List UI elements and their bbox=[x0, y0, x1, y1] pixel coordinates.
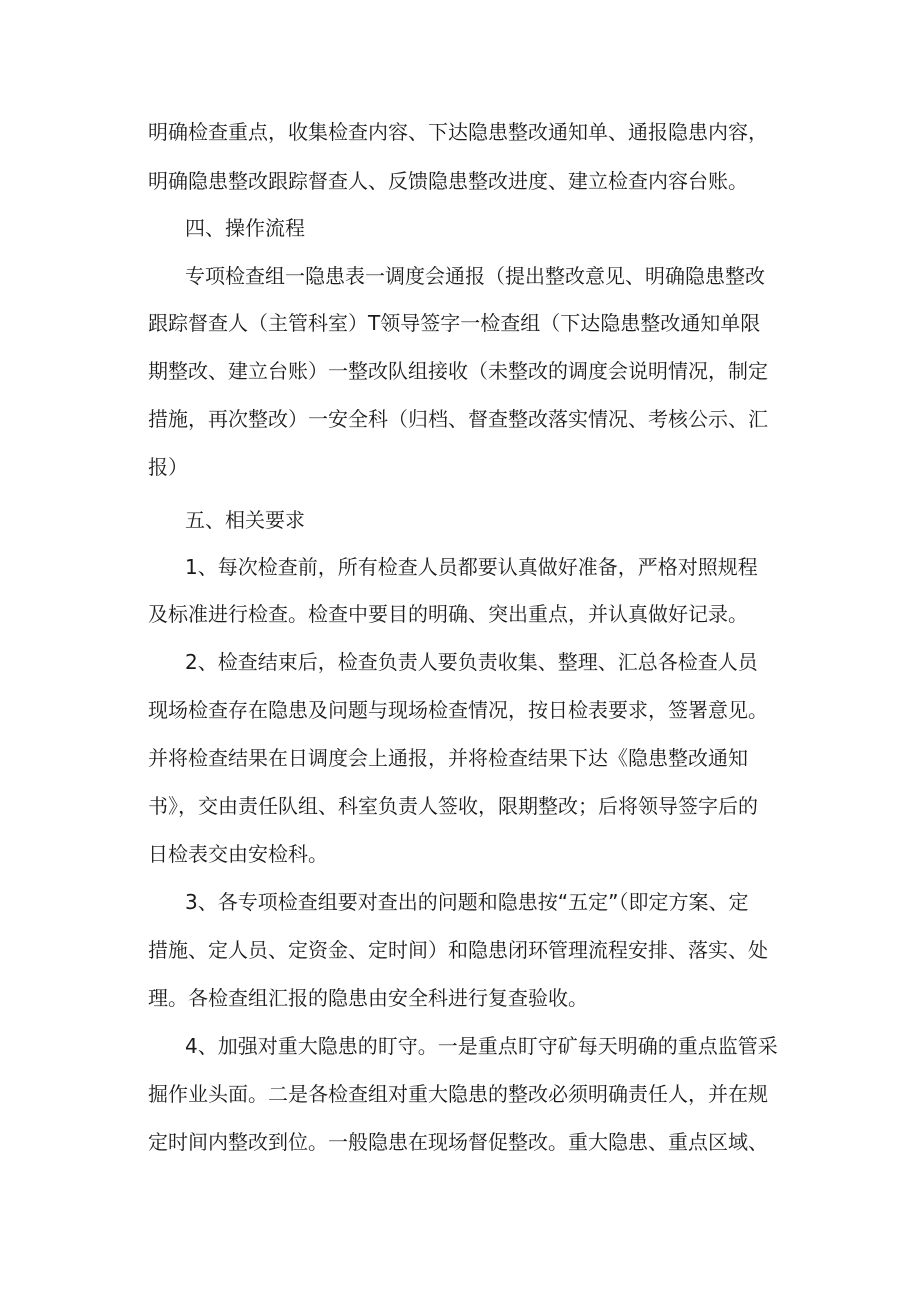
paragraph-line: 专项检查组一隐患表一调度会通报（提出整改意见、明确隐患整改 bbox=[185, 264, 765, 288]
paragraph-line: 并将检查结果在日调度会上通报，并将检查结果下达《隐患整改通知 bbox=[148, 746, 748, 770]
paragraph-line: 明确检查重点，收集检查内容、下达隐患整改通知单、通报隐患内容， bbox=[148, 120, 768, 144]
paragraph-line: 报） bbox=[148, 455, 188, 479]
paragraph-line: 1、每次检查前，所有检查人员都要认真做好准备，严格对照规程 bbox=[185, 555, 758, 579]
section-heading-operation-process: 四、操作流程 bbox=[185, 216, 305, 240]
paragraph-line: 跟踪督查人（主管科室）T领导签字一检查组（下达隐患整改通知单限 bbox=[148, 311, 761, 335]
paragraph-line: 掘作业头面。二是各检查组对重大隐患的整改必须明确责任人，并在规 bbox=[148, 1082, 768, 1106]
paragraph-line: 现场检查存在隐患及问题与现场检查情况，按日检表要求，签署意见。 bbox=[148, 698, 768, 722]
paragraph-line: 3、各专项检查组要对查出的问题和隐患按“五定”（即定方案、定 bbox=[185, 890, 749, 914]
paragraph-line: 及标准进行检查。检查中要目的明确、突出重点，并认真做好记录。 bbox=[148, 602, 748, 626]
section-heading-requirements: 五、相关要求 bbox=[185, 508, 305, 532]
paragraph-line: 4、加强对重大隐患的盯守。一是重点盯守矿每天明确的重点监管采 bbox=[185, 1034, 778, 1058]
paragraph-line: 期整改、建立台账）一整改队组接收（未整改的调度会说明情况，制定 bbox=[148, 359, 768, 383]
paragraph-line: 措施、定人员、定资金、定时间）和隐患闭环管理流程安排、落实、处 bbox=[148, 938, 768, 962]
paragraph-line: 2、检查结束后，检查负责人要负责收集、整理、汇总各检查人员 bbox=[185, 650, 758, 674]
paragraph-line: 明确隐患整改跟踪督查人、反馈隐患整改进度、建立检查内容台账。 bbox=[148, 169, 748, 193]
paragraph-line: 措施，再次整改）一安全科（归档、督查整改落实情况、考核公示、汇 bbox=[148, 407, 768, 431]
paragraph-line: 理。各检查组汇报的隐患由安全科进行复查验收。 bbox=[148, 986, 588, 1010]
paragraph-line: 日检表交由安检科。 bbox=[148, 842, 328, 866]
paragraph-line: 书》，交由责任队组、科室负责人签收，限期整改；后将领导签字后的 bbox=[148, 794, 758, 818]
paragraph-line: 定时间内整改到位。一般隐患在现场督促整改。重大隐患、重点区域、 bbox=[148, 1130, 768, 1154]
